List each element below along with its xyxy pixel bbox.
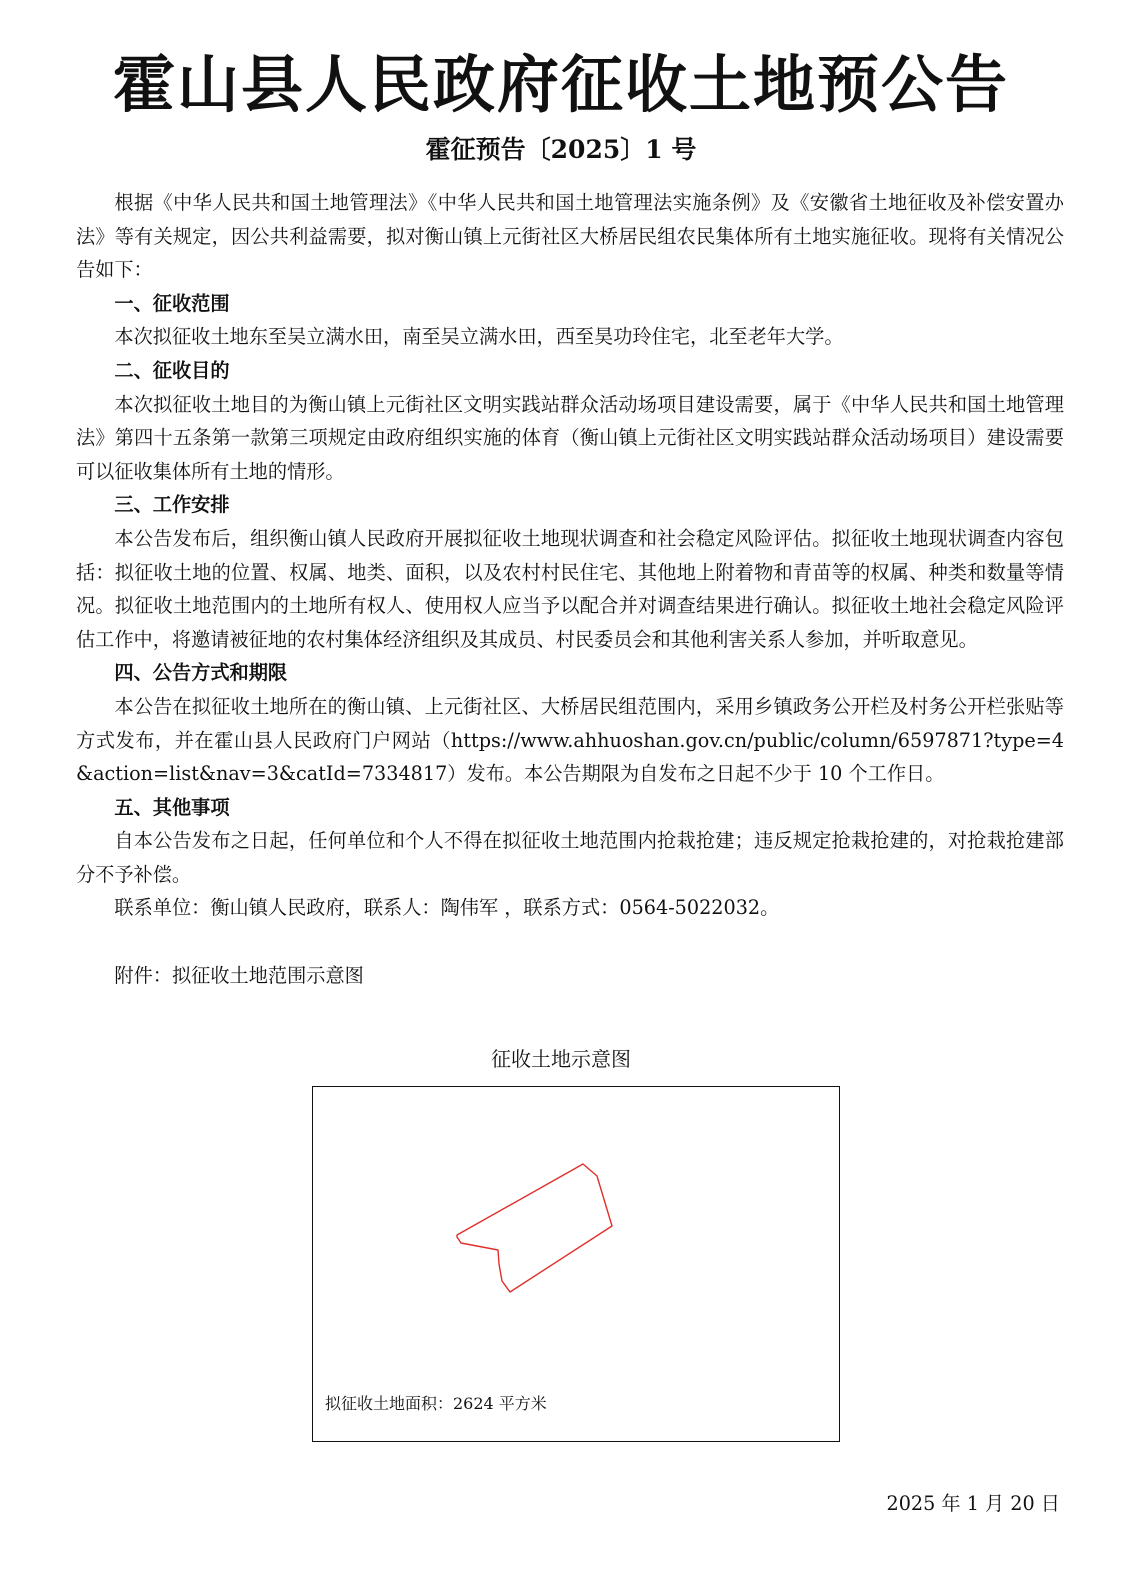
section-paragraph: 本次拟征收土地东至吴立满水田，南至吴立满水田，西至昊功玲住宅，北至老年大学。: [114, 325, 844, 349]
section-heading: 一、征收范围: [114, 291, 230, 315]
section-heading: 五、其他事项: [114, 795, 230, 819]
land-boundary-outline: [457, 1164, 612, 1292]
spacer: [76, 925, 1064, 959]
area-label: 拟征收土地面积：2624 平方米: [325, 1394, 547, 1413]
section-5: [76, 791, 1064, 925]
section-paragraph: 本次拟征收土地目的为衡山镇上元街社区文明实践站群众活动场项目建设需要，属于《中华人民共和国土地管理法》第四十五条第一款第三项规定由政府组织实施的体育（衡山镇上元街社区文明实践站群众活动场项目）建设需要可以征收集体所有土地的情形。: [76, 392, 1064, 483]
section-paragraph: 自本公告发布之日起，任何单位和个人不得在拟征收土地范围内抢栽抢建；违反规定抢栽抢建的，对抢栽抢建部分不予补偿。: [76, 829, 1064, 886]
section-paragraph: 本公告在拟征收土地所在的衡山镇、上元街社区、大桥居民组范围内，采用乡镇政务公开栏及村务公开栏张贴等方式发布，并在霍山县人民政府门户网站（https://www.ahhuoshan.gov.cn/public/column/6597871?type=4&action=list&nav=3&catId=7334817）发布。本公告期限为自发布之日起不少于 10 个工作日。: [76, 694, 1064, 786]
map-frame: [312, 1086, 840, 1442]
section-4: [76, 656, 1064, 790]
publish-date: 2025 年 1 月 20 日: [886, 1492, 1060, 1515]
section-heading: 二、征收目的: [114, 358, 230, 382]
section-1: [76, 287, 1064, 354]
notice-body: [76, 186, 1064, 992]
map-drawing: [313, 1087, 841, 1443]
page-title: 霍山县人民政府征收土地预公告: [112, 48, 1009, 121]
section-paragraph: 本公告发布后，组织衡山镇人民政府开展拟征收土地现状调查和社会稳定风险评估。拟征收土地现状调查内容包括：拟征收土地的位置、权属、地类、面积，以及农村村民住宅、其他地上附着物和青苗等的权属、种类和数量等情况。拟征收土地范围内的土地所有权人、使用权人应当予以配合并对调查结果进行确认。拟征收土地社会稳定风险评估工作中，将邀请被征地的农村集体经济组织及其成员、村民委员会和其他利害关系人参加，并听取意见。: [76, 526, 1064, 651]
map-title: 征收土地示意图: [491, 1047, 631, 1071]
document-number: 霍征预告〔2025〕1 号: [425, 135, 697, 164]
attachment-note: 附件：拟征收土地范围示意图: [114, 963, 364, 987]
section-heading: 四、公告方式和期限: [114, 661, 288, 685]
intro-paragraph: 根据《中华人民共和国土地管理法》《中华人民共和国土地管理法实施条例》及《安徽省土地征收及补偿安置办法》等有关规定，因公共利益需要，拟对衡山镇上元街社区大桥居民组农民集体所有土地实施征收。现将有关情况公告如下：: [76, 191, 1064, 282]
section-heading: 三、工作安排: [114, 493, 230, 517]
contact-paragraph: 联系单位：衡山镇人民政府，联系人：陶伟军 ，联系方式：0564-5022032。: [114, 896, 780, 920]
section-2: [76, 354, 1064, 488]
section-3: [76, 488, 1064, 656]
